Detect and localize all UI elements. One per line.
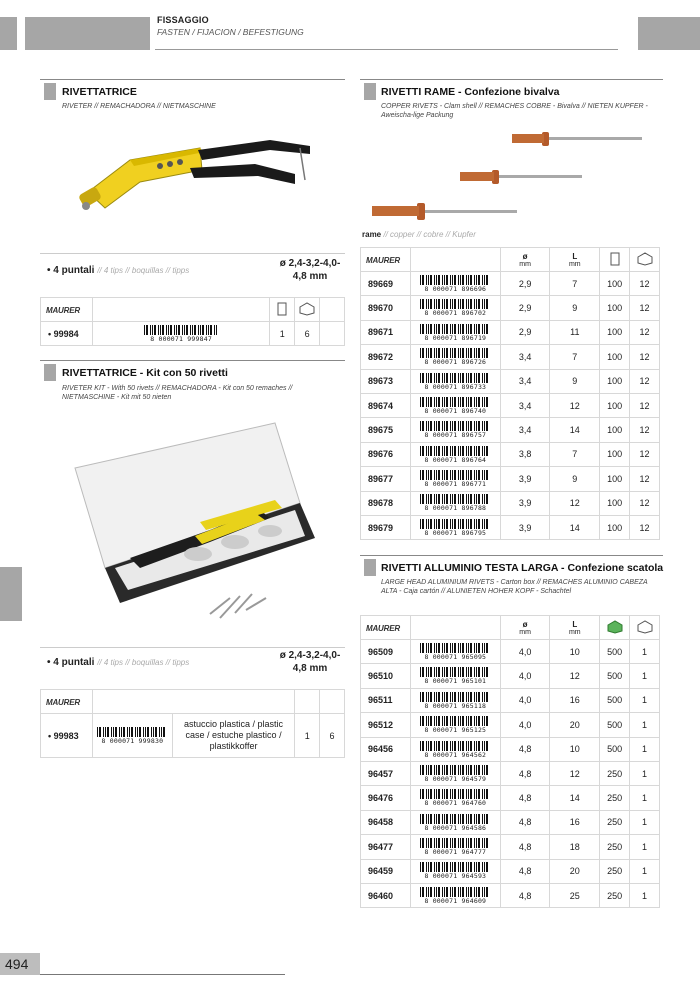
diameter-value: 3,8 xyxy=(500,442,550,466)
copper-subtitle: COPPER RIVETS - Clam shell // REMACHES COBRE - Bivalva // NIETEN KUPFER - Aweischa-lige Packung xyxy=(381,103,648,120)
page-title: FISSAGGIO xyxy=(157,15,209,25)
length-value: 10 xyxy=(550,737,600,761)
kit-subtitle: RIVETER KIT - With 50 rivets // REMACHADORA - Kit con 50 remaches // NIETMASCHINE - Kit mit 50 nieten xyxy=(62,385,293,402)
product-code: • 99983 xyxy=(41,714,93,758)
riveter-image xyxy=(70,130,320,230)
section-marker xyxy=(364,83,376,100)
product-code: 96477 xyxy=(361,835,411,859)
qty-box: 1 xyxy=(630,786,660,810)
box-icon xyxy=(630,616,660,640)
qty-pack: 100 xyxy=(600,320,630,344)
diameter-value: 4,8 xyxy=(500,737,550,761)
table-row xyxy=(361,272,660,296)
qty-pack: 1 xyxy=(295,714,320,758)
table-row xyxy=(361,369,660,393)
page-subtitle: FASTEN / FIJACION / BEFESTIGUNG xyxy=(157,27,304,37)
qty-pack: 500 xyxy=(600,713,630,737)
barcode: 8 000071 964593 xyxy=(410,859,500,883)
product-code: 89677 xyxy=(361,467,411,491)
qty-pack: 250 xyxy=(600,835,630,859)
product-code: 89674 xyxy=(361,393,411,417)
diameter-header: ø xyxy=(522,252,528,261)
section-rule xyxy=(360,79,663,80)
brand-logo: MAURER xyxy=(366,623,400,633)
table-row xyxy=(41,322,345,346)
qty-box: 1 xyxy=(630,737,660,761)
qty-box: 6 xyxy=(320,714,345,758)
corner-tab-left xyxy=(0,17,17,50)
diameter-value: 2,9 xyxy=(500,272,550,296)
product-code: 89671 xyxy=(361,320,411,344)
length-value: 9 xyxy=(550,369,600,393)
qty-pack: 100 xyxy=(600,467,630,491)
length-value: 16 xyxy=(550,688,600,712)
brand-logo: MAURER xyxy=(366,255,400,265)
barcode: 8 000071 965101 xyxy=(410,664,500,688)
table-row xyxy=(361,713,660,737)
diameter-value: 3,4 xyxy=(500,418,550,442)
barcode: 8 000071 999830 xyxy=(92,714,172,758)
material-translation: // copper // cobre // Kupfer xyxy=(383,230,476,239)
spec-rule xyxy=(40,647,345,648)
section-rule xyxy=(360,555,663,556)
product-code: 96459 xyxy=(361,859,411,883)
kit-title: RIVETTATRICE - Kit con 50 rivetti xyxy=(62,367,228,379)
qty-box: 12 xyxy=(630,296,660,320)
length-value: 10 xyxy=(550,640,600,664)
length-value: 12 xyxy=(550,761,600,785)
product-code: 89672 xyxy=(361,345,411,369)
table-row xyxy=(361,296,660,320)
length-value: 14 xyxy=(550,418,600,442)
barcode: 8 000071 965095 xyxy=(410,640,500,664)
qty-pack: 1 xyxy=(270,322,295,346)
barcode: 8 000071 896795 xyxy=(410,515,500,539)
length-value: 20 xyxy=(550,713,600,737)
barcode: 8 000071 896696 xyxy=(410,272,500,296)
table-row xyxy=(361,761,660,785)
product-description: astuccio plastica / plastic case / estuche plastico / plastikkoffer xyxy=(172,714,294,758)
length-value: 11 xyxy=(550,320,600,344)
length-value: 18 xyxy=(550,835,600,859)
diameter-value: 4,8 xyxy=(500,786,550,810)
barcode: 8 000071 999847 xyxy=(92,322,269,346)
section-marker xyxy=(44,83,56,100)
page-number: 494 xyxy=(0,953,40,975)
qty-box: 12 xyxy=(630,418,660,442)
length-value: 20 xyxy=(550,859,600,883)
diameter-value: 4,8 xyxy=(500,883,550,907)
qty-pack: 250 xyxy=(600,786,630,810)
table-row xyxy=(361,515,660,539)
riveter-kit-image xyxy=(70,418,330,628)
diameter-value: 4,0 xyxy=(500,640,550,664)
aluminium-title: RIVETTI ALLUMINIO TESTA LARGA - Confezione scatola xyxy=(381,562,664,574)
riveter-title: RIVETTATRICE xyxy=(62,86,137,98)
table-row xyxy=(361,442,660,466)
qty-pack: 100 xyxy=(600,345,630,369)
qty-pack: 100 xyxy=(600,369,630,393)
table-row xyxy=(361,491,660,515)
table-row xyxy=(361,345,660,369)
product-code: 96457 xyxy=(361,761,411,785)
length-value: 9 xyxy=(550,296,600,320)
qty-box: 12 xyxy=(630,272,660,296)
table-row xyxy=(361,418,660,442)
table-row xyxy=(361,786,660,810)
table-row xyxy=(361,640,660,664)
box-icon xyxy=(295,298,320,322)
qty-box: 12 xyxy=(630,393,660,417)
barcode: 8 000071 896788 xyxy=(410,491,500,515)
product-code: 89669 xyxy=(361,272,411,296)
diameter-value: 3,9 xyxy=(500,515,550,539)
qty-box: 12 xyxy=(630,467,660,491)
qty-box: 1 xyxy=(630,664,660,688)
qty-pack: 100 xyxy=(600,393,630,417)
diameter-value: 3,4 xyxy=(500,393,550,417)
barcode: 8 000071 964777 xyxy=(410,835,500,859)
qty-pack: 100 xyxy=(600,515,630,539)
length-value: 12 xyxy=(550,393,600,417)
barcode: 8 000071 896771 xyxy=(410,467,500,491)
barcode: 8 000071 965118 xyxy=(410,688,500,712)
section-marker xyxy=(44,364,56,381)
side-tab xyxy=(0,567,22,621)
section-rule xyxy=(40,79,345,80)
length-value: 16 xyxy=(550,810,600,834)
length-value: 12 xyxy=(550,664,600,688)
riveter-sizes: ø 2,4-3,2-4,0- 4,8 mm xyxy=(279,258,341,282)
brand-logo: MAURER xyxy=(46,697,80,707)
qty-pack: 250 xyxy=(600,883,630,907)
product-code: 96456 xyxy=(361,737,411,761)
length-value: 9 xyxy=(550,467,600,491)
length-value: 7 xyxy=(550,345,600,369)
diameter-value: 2,9 xyxy=(500,320,550,344)
table-row xyxy=(361,393,660,417)
corner-tab-right xyxy=(638,17,700,50)
table-row xyxy=(361,883,660,907)
qty-pack: 250 xyxy=(600,761,630,785)
length-value: 12 xyxy=(550,491,600,515)
qty-pack: 100 xyxy=(600,418,630,442)
qty-box: 12 xyxy=(630,345,660,369)
product-code: 89670 xyxy=(361,296,411,320)
length-value: 25 xyxy=(550,883,600,907)
barcode: 8 000071 964586 xyxy=(410,810,500,834)
product-code: 89678 xyxy=(361,491,411,515)
qty-pack: 100 xyxy=(600,272,630,296)
diameter-value: 3,4 xyxy=(500,345,550,369)
table-row xyxy=(361,737,660,761)
qty-box: 12 xyxy=(630,442,660,466)
riveter-tips xyxy=(47,265,189,276)
header-tab xyxy=(25,17,150,50)
pack-icon xyxy=(600,248,630,272)
aluminium-subtitle: LARGE HEAD ALUMINIUM RIVETS - Carton box // REMACHES ALUMINIO CABEZA ALTA - Caja cartón // ALUNIETEN HOHER KOPF - Schachtel xyxy=(381,579,648,596)
table-row xyxy=(361,320,660,344)
diameter-value: 4,8 xyxy=(500,859,550,883)
barcode: 8 000071 896757 xyxy=(410,418,500,442)
barcode: 8 000071 964760 xyxy=(410,786,500,810)
qty-pack: 100 xyxy=(600,442,630,466)
diameter-header: ø xyxy=(522,620,528,629)
material-caption xyxy=(362,230,476,239)
product-code: 96458 xyxy=(361,810,411,834)
diameter-value: 4,8 xyxy=(500,810,550,834)
product-code: 96476 xyxy=(361,786,411,810)
qty-box: 12 xyxy=(630,491,660,515)
barcode: 8 000071 896726 xyxy=(410,345,500,369)
product-code: 89675 xyxy=(361,418,411,442)
length-value: 7 xyxy=(550,272,600,296)
box-icon xyxy=(630,248,660,272)
barcode: 8 000071 964562 xyxy=(410,737,500,761)
length-value: 14 xyxy=(550,786,600,810)
diameter-value: 4,0 xyxy=(500,713,550,737)
riveter-subtitle: RIVETER // REMACHADORA // NIETMASCHINE xyxy=(62,103,216,110)
qty-pack: 500 xyxy=(600,737,630,761)
barcode: 8 000071 896719 xyxy=(410,320,500,344)
diameter-value: 4,0 xyxy=(500,688,550,712)
qty-box: 1 xyxy=(630,713,660,737)
qty-pack: 250 xyxy=(600,859,630,883)
qty-box: 1 xyxy=(630,859,660,883)
diameter-value: 3,9 xyxy=(500,491,550,515)
brand-logo: MAURER xyxy=(46,305,80,315)
qty-pack: 100 xyxy=(600,296,630,320)
qty-pack: 500 xyxy=(600,640,630,664)
spec-rule xyxy=(40,253,345,254)
table-row xyxy=(361,688,660,712)
tips-translation: // 4 tips // boquillas // tipps xyxy=(97,266,190,275)
copper-title: RIVETTI RAME - Confezione bivalva xyxy=(381,86,560,98)
length-header: L xyxy=(572,252,578,261)
qty-box: 12 xyxy=(630,515,660,539)
table-row xyxy=(361,859,660,883)
qty-box: 1 xyxy=(630,883,660,907)
section-rule xyxy=(40,360,345,361)
product-code: 89679 xyxy=(361,515,411,539)
riveter-table xyxy=(40,297,345,346)
qty-box: 12 xyxy=(630,320,660,344)
diameter-value: 3,9 xyxy=(500,467,550,491)
qty-box: 1 xyxy=(630,810,660,834)
material-label: rame xyxy=(362,230,382,239)
product-code: 96512 xyxy=(361,713,411,737)
carton-icon xyxy=(600,616,630,640)
qty-box: 1 xyxy=(630,688,660,712)
qty-pack: 500 xyxy=(600,688,630,712)
barcode: 8 000071 896733 xyxy=(410,369,500,393)
qty-box: 1 xyxy=(630,835,660,859)
kit-sizes: ø 2,4-3,2-4,0- 4,8 mm xyxy=(279,650,341,674)
table-row xyxy=(361,467,660,491)
tips-label: • 4 puntali xyxy=(47,265,95,276)
table-row xyxy=(41,714,345,758)
qty-box: 12 xyxy=(630,369,660,393)
footer-rule xyxy=(40,974,285,975)
barcode: 8 000071 964579 xyxy=(410,761,500,785)
product-code: 96509 xyxy=(361,640,411,664)
length-value: 14 xyxy=(550,515,600,539)
aluminium-table: MAURER ø mm L mm 96509 8 000071 965095 4,0 10 500 1 96510 8 000071 965101 4,0 12 500 1 96511 8 000071 965118 4,0 16 500 1 96512 8 000071 965125 4,0 20 500 1 96456 8 000071 964562 4,8 10 500 1 96457 8 000071 964579 4,8 12 250 1 96476 8 000071 964760 4,8 14 250 1 96458 8 000071 964586 4,8 16 250 1 96477 8 000071 964777 4,8 18 250 1 96459 8 000071 964593 4,8 20 250 1 96460 8 000071 964609 4,8 25 250 1 xyxy=(360,615,660,908)
header-rule xyxy=(155,49,618,50)
barcode: 8 000071 964609 xyxy=(410,883,500,907)
product-code: • 99984 xyxy=(41,322,93,346)
diameter-value: 3,4 xyxy=(500,369,550,393)
barcode: 8 000071 896702 xyxy=(410,296,500,320)
qty-pack: 100 xyxy=(600,491,630,515)
tips-translation: // 4 tips // boquillas // tipps xyxy=(97,658,190,667)
pack-icon xyxy=(270,298,295,322)
barcode: 8 000071 896764 xyxy=(410,442,500,466)
copper-table: MAURER ø mm L mm 89669 8 000071 896696 2,9 7 100 12 89670 8 000071 896702 2,9 9 100 12 89671 8 000071 896719 2,9 11 100 12 89672 8 000071 896726 3,4 7 100 12 89673 8 000071 896733 3,4 9 100 12 89674 8 000071 896740 3,4 12 100 12 89675 8 000071 896757 3,4 14 100 12 89676 8 000071 896764 3,8 7 100 12 89677 8 000071 896771 3,9 9 100 12 89678 8 000071 896788 3,9 12 100 12 89679 8 000071 896795 3,9 14 100 12 xyxy=(360,247,660,540)
product-code: 96460 xyxy=(361,883,411,907)
barcode: 8 000071 965125 xyxy=(410,713,500,737)
kit-tips xyxy=(47,657,189,668)
table-row xyxy=(361,664,660,688)
length-value: 7 xyxy=(550,442,600,466)
qty-box: 6 xyxy=(295,322,320,346)
qty-pack: 250 xyxy=(600,810,630,834)
product-code: 89676 xyxy=(361,442,411,466)
diameter-value: 2,9 xyxy=(500,296,550,320)
product-code: 96511 xyxy=(361,688,411,712)
diameter-value: 4,8 xyxy=(500,835,550,859)
copper-rivets-image xyxy=(362,125,662,225)
table-row xyxy=(361,835,660,859)
product-code: 89673 xyxy=(361,369,411,393)
length-header: L xyxy=(572,620,578,629)
diameter-value: 4,8 xyxy=(500,761,550,785)
product-code: 96510 xyxy=(361,664,411,688)
qty-box: 1 xyxy=(630,640,660,664)
section-marker xyxy=(364,559,376,576)
qty-pack: 500 xyxy=(600,664,630,688)
barcode: 8 000071 896740 xyxy=(410,393,500,417)
table-row xyxy=(361,810,660,834)
kit-table xyxy=(40,689,345,758)
diameter-value: 4,0 xyxy=(500,664,550,688)
tips-label: • 4 puntali xyxy=(47,657,95,668)
qty-box: 1 xyxy=(630,761,660,785)
